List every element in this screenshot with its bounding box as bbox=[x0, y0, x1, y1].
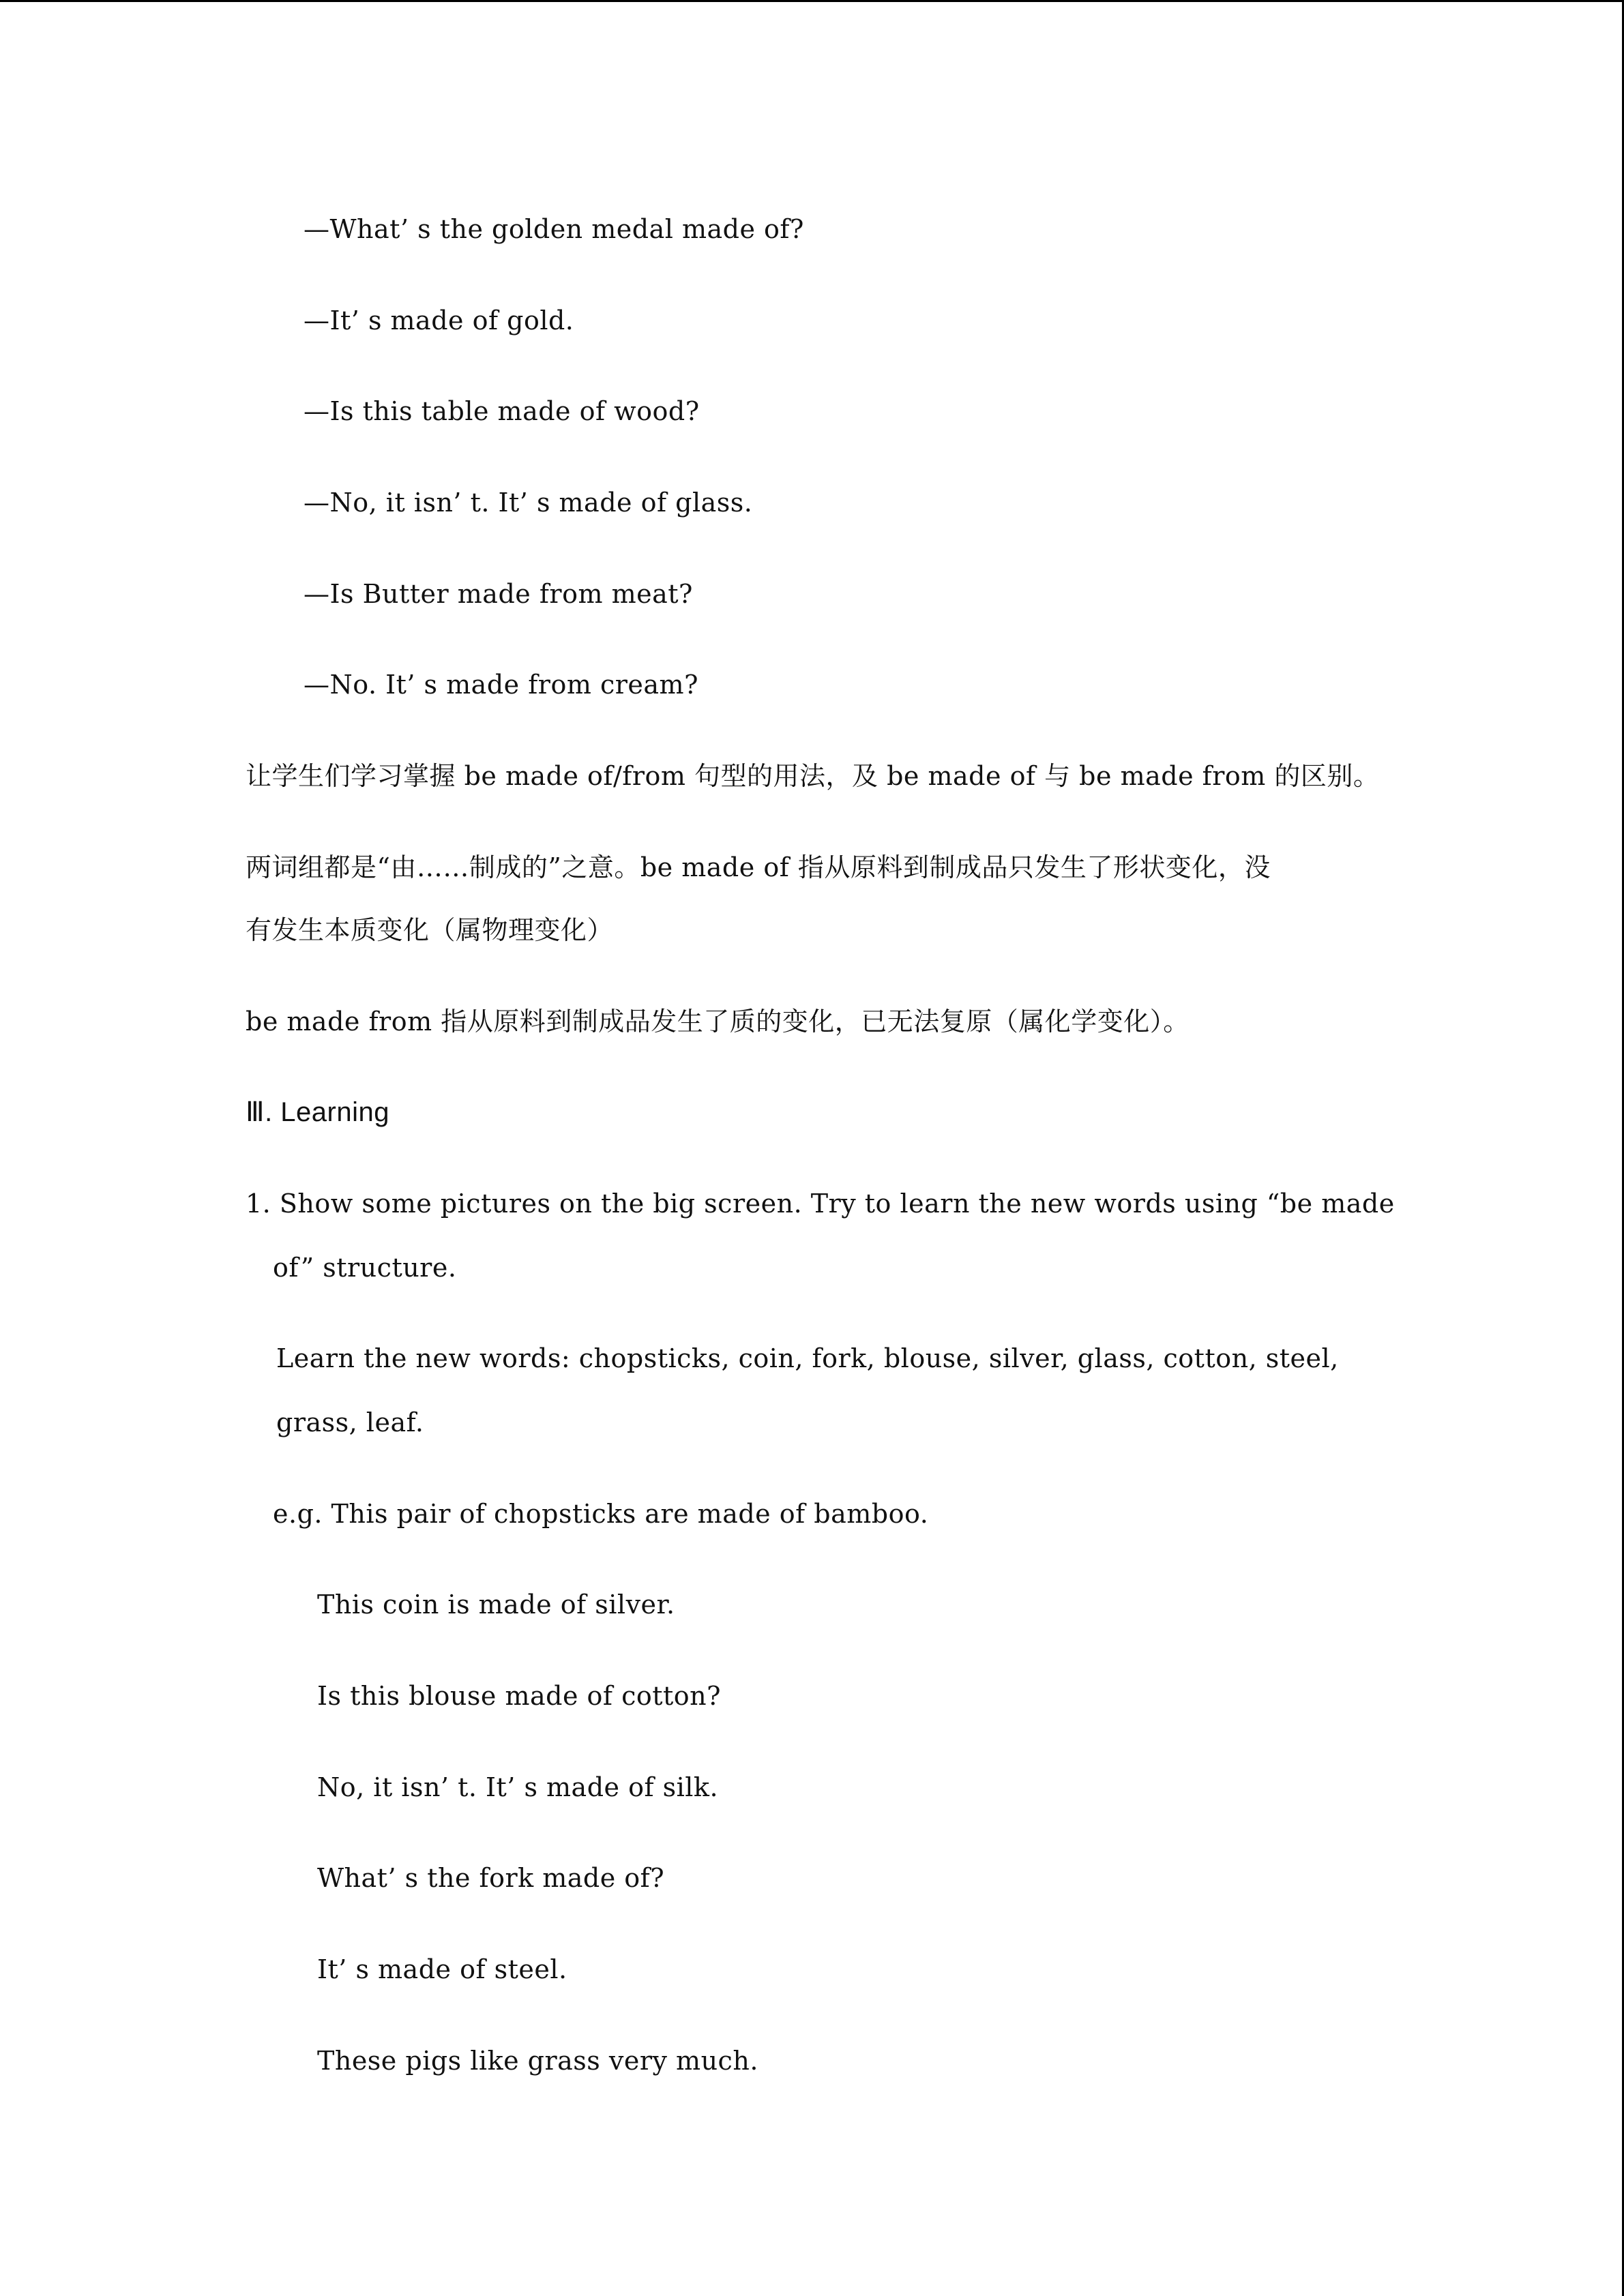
dialogue-line-6: —No. It’ s made from cream? bbox=[304, 670, 698, 700]
new-words-line-1: Learn the new words: chopsticks, coin, fork, blouse, silver, glass, cotton, steel, bbox=[276, 1343, 1339, 1373]
step1-line-1: 1. Show some pictures on the big screen. Try to learn the new words using “be made bbox=[246, 1189, 1395, 1219]
dialogue-line-2: —It’ s made of gold. bbox=[304, 305, 574, 336]
step1-line-2: of” structure. bbox=[273, 1253, 457, 1283]
note-line-3: 有发生本质变化（属物理变化） bbox=[246, 915, 614, 945]
example-line-5: It’ s made of steel. bbox=[317, 1954, 567, 1984]
dialogue-line-5: —Is Butter made from meat? bbox=[304, 579, 693, 609]
note-line-4: be made from 指从原料到制成品发生了质的变化，已无法复原（属化学变化）。 bbox=[246, 1007, 1190, 1037]
example-line-3: No, it isn’ t. It’ s made of silk. bbox=[317, 1772, 719, 1802]
note-line-2: 两词组都是“由……制成的”之意。be made of 指从原料到制成品只发生了形状变化，没 bbox=[246, 852, 1271, 882]
example-intro: e.g. This pair of chopsticks are made of bamboo. bbox=[273, 1499, 929, 1529]
page-border-top bbox=[0, 0, 1624, 2]
example-line-1: This coin is made of silver. bbox=[317, 1590, 675, 1620]
example-line-4: What’ s the fork made of? bbox=[317, 1863, 665, 1893]
dialogue-line-1: —What’ s the golden medal made of? bbox=[304, 214, 804, 244]
new-words-line-2: grass, leaf. bbox=[276, 1407, 424, 1437]
note-line-1: 让学生们学习掌握 be made of/from 句型的用法，及 be made of 与 be made from 的区别。 bbox=[246, 761, 1380, 791]
example-line-6: These pigs like grass very much. bbox=[317, 2046, 758, 2076]
example-line-2: Is this blouse made of cotton? bbox=[317, 1681, 721, 1711]
dialogue-line-4: —No, it isn’ t. It’ s made of glass. bbox=[304, 488, 753, 518]
dialogue-line-3: —Is this table made of wood? bbox=[304, 396, 700, 426]
section-heading: Ⅲ. Learning bbox=[246, 1097, 389, 1127]
